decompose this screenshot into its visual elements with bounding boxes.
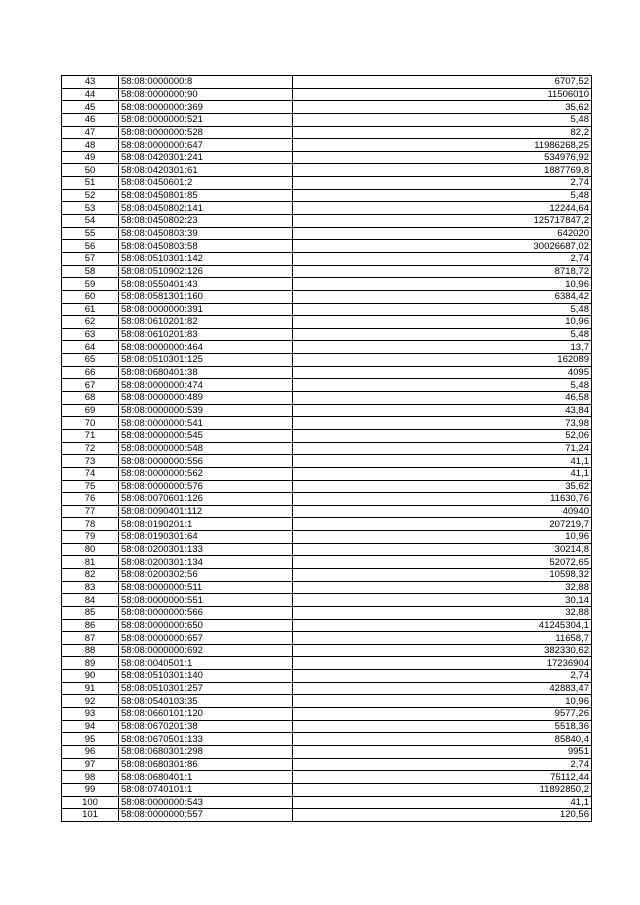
value-cell: 13,7: [293, 341, 592, 354]
value-cell: 382330,62: [293, 644, 592, 657]
table-row: [62, 531, 592, 544]
row-number-cell: 93: [62, 708, 119, 721]
table-row: [62, 404, 592, 417]
cadastral-number-cell: 58:08:0450802:141: [119, 202, 293, 215]
row-number-cell: 101: [62, 809, 119, 822]
cadastral-number-cell: 58:08:0000000:464: [119, 341, 293, 354]
row-number-cell: 51: [62, 177, 119, 190]
cadastral-number-cell: 58:08:0450803:58: [119, 240, 293, 253]
data-table: [61, 75, 592, 822]
row-number-cell: 77: [62, 505, 119, 518]
table-row: [62, 467, 592, 480]
row-number-cell: 63: [62, 328, 119, 341]
cadastral-number-cell: 58:08:0190301:64: [119, 531, 293, 544]
table-row: [62, 543, 592, 556]
cadastral-number-cell: 58:08:0000000:521: [119, 113, 293, 126]
table-row: [62, 113, 592, 126]
table-row: [62, 240, 592, 253]
row-number-cell: 75: [62, 480, 119, 493]
value-cell: 41,1: [293, 455, 592, 468]
value-cell: 5,48: [293, 379, 592, 392]
row-number-cell: 52: [62, 189, 119, 202]
row-number-cell: 62: [62, 316, 119, 329]
row-number-cell: 83: [62, 581, 119, 594]
table-row: [62, 392, 592, 405]
table-row: [62, 252, 592, 265]
cadastral-number-cell: 58:08:0040501:1: [119, 657, 293, 670]
table-row: [62, 745, 592, 758]
cadastral-number-cell: 58:08:0200302:56: [119, 568, 293, 581]
cadastral-number-cell: 58:08:0450802:23: [119, 215, 293, 228]
table-row: [62, 594, 592, 607]
value-cell: 10,96: [293, 316, 592, 329]
row-number-cell: 46: [62, 113, 119, 126]
table-row: [62, 505, 592, 518]
cadastral-number-cell: 58:08:0200301:133: [119, 543, 293, 556]
row-number-cell: 80: [62, 543, 119, 556]
cadastral-number-cell: 58:08:0000000:562: [119, 467, 293, 480]
cadastral-number-cell: 58:08:0000000:539: [119, 404, 293, 417]
value-cell: 11892850,2: [293, 783, 592, 796]
value-cell: 41,1: [293, 796, 592, 809]
table-row: [62, 708, 592, 721]
cadastral-number-cell: 58:08:0000000:391: [119, 303, 293, 316]
row-number-cell: 91: [62, 682, 119, 695]
table-row: [62, 606, 592, 619]
row-number-cell: 64: [62, 341, 119, 354]
value-cell: 5,48: [293, 328, 592, 341]
row-number-cell: 69: [62, 404, 119, 417]
value-cell: 2,74: [293, 177, 592, 190]
table-row: [62, 695, 592, 708]
row-number-cell: 79: [62, 531, 119, 544]
cadastral-number-cell: 58:08:0000000:543: [119, 796, 293, 809]
table-row: [62, 126, 592, 139]
value-cell: 52072,65: [293, 556, 592, 569]
row-number-cell: 66: [62, 366, 119, 379]
table-row: [62, 556, 592, 569]
row-number-cell: 81: [62, 556, 119, 569]
cadastral-number-cell: 58:08:0610201:82: [119, 316, 293, 329]
row-number-cell: 50: [62, 164, 119, 177]
table-row: [62, 429, 592, 442]
table-row: [62, 758, 592, 771]
table-row: [62, 581, 592, 594]
row-number-cell: 73: [62, 455, 119, 468]
cadastral-number-cell: 58:08:0000000:556: [119, 455, 293, 468]
cadastral-number-cell: 58:08:0000000:528: [119, 126, 293, 139]
cadastral-number-cell: 58:08:0000000:90: [119, 88, 293, 101]
value-cell: 11986268,25: [293, 139, 592, 152]
cadastral-number-cell: 58:08:0090401:112: [119, 505, 293, 518]
row-number-cell: 45: [62, 101, 119, 114]
table-row: [62, 796, 592, 809]
table-row: [62, 265, 592, 278]
cadastral-number-cell: 58:08:0610201:83: [119, 328, 293, 341]
value-cell: 40940: [293, 505, 592, 518]
row-number-cell: 53: [62, 202, 119, 215]
value-cell: 6384,42: [293, 290, 592, 303]
cadastral-number-cell: 58:08:0070601:126: [119, 493, 293, 506]
value-cell: 32,88: [293, 606, 592, 619]
row-number-cell: 96: [62, 745, 119, 758]
value-cell: 162089: [293, 354, 592, 367]
value-cell: 73,98: [293, 417, 592, 430]
cadastral-number-cell: 58:08:0000000:489: [119, 392, 293, 405]
row-number-cell: 95: [62, 733, 119, 746]
table-row: [62, 493, 592, 506]
cadastral-number-cell: 58:08:0510301:257: [119, 682, 293, 695]
cadastral-number-cell: 58:08:0000000:647: [119, 139, 293, 152]
table-row: [62, 227, 592, 240]
row-number-cell: 78: [62, 518, 119, 531]
cadastral-number-cell: 58:08:0450601:2: [119, 177, 293, 190]
row-number-cell: 72: [62, 442, 119, 455]
table-row: [62, 442, 592, 455]
table-row: [62, 316, 592, 329]
value-cell: 642020: [293, 227, 592, 240]
cadastral-number-cell: 58:08:0190201:1: [119, 518, 293, 531]
row-number-cell: 61: [62, 303, 119, 316]
value-cell: 35,62: [293, 480, 592, 493]
value-cell: 5,48: [293, 303, 592, 316]
table-row: [62, 771, 592, 784]
value-cell: 8718,72: [293, 265, 592, 278]
row-number-cell: 90: [62, 670, 119, 683]
table-row: [62, 783, 592, 796]
value-cell: 30026687,02: [293, 240, 592, 253]
cadastral-number-cell: 58:08:0581301:160: [119, 290, 293, 303]
value-cell: 42883,47: [293, 682, 592, 695]
cadastral-number-cell: 58:08:0550401:43: [119, 278, 293, 291]
cadastral-number-cell: 58:08:0200301:134: [119, 556, 293, 569]
row-number-cell: 68: [62, 392, 119, 405]
table-row: [62, 341, 592, 354]
value-cell: 4095: [293, 366, 592, 379]
value-cell: 35,62: [293, 101, 592, 114]
row-number-cell: 70: [62, 417, 119, 430]
cadastral-number-cell: 58:08:0540103:35: [119, 695, 293, 708]
cadastral-number-cell: 58:08:0740101:1: [119, 783, 293, 796]
cadastral-number-cell: 58:08:0000000:474: [119, 379, 293, 392]
cadastral-number-cell: 58:08:0000000:576: [119, 480, 293, 493]
cadastral-number-cell: 58:08:0000000:557: [119, 809, 293, 822]
value-cell: 30214,8: [293, 543, 592, 556]
value-cell: 71,24: [293, 442, 592, 455]
value-cell: 41,1: [293, 467, 592, 480]
table-row: [62, 88, 592, 101]
value-cell: 10,96: [293, 695, 592, 708]
value-cell: 125717847,2: [293, 215, 592, 228]
value-cell: 5,48: [293, 189, 592, 202]
value-cell: 2,74: [293, 252, 592, 265]
row-number-cell: 94: [62, 720, 119, 733]
row-number-cell: 76: [62, 493, 119, 506]
row-number-cell: 65: [62, 354, 119, 367]
cadastral-number-cell: 58:08:0000000:650: [119, 619, 293, 632]
cadastral-number-cell: 58:08:0000000:369: [119, 101, 293, 114]
table-row: [62, 417, 592, 430]
cadastral-number-cell: 58:08:0680301:298: [119, 745, 293, 758]
cadastral-number-cell: 58:08:0510301:125: [119, 354, 293, 367]
cadastral-number-cell: 58:08:0510902:126: [119, 265, 293, 278]
table-row: [62, 366, 592, 379]
table-body: [62, 76, 592, 822]
row-number-cell: 82: [62, 568, 119, 581]
table-row: [62, 189, 592, 202]
table-row: [62, 632, 592, 645]
value-cell: 2,74: [293, 758, 592, 771]
value-cell: 11630,76: [293, 493, 592, 506]
table-row: [62, 328, 592, 341]
value-cell: 11506010: [293, 88, 592, 101]
row-number-cell: 98: [62, 771, 119, 784]
table-row: [62, 619, 592, 632]
row-number-cell: 92: [62, 695, 119, 708]
table-row: [62, 657, 592, 670]
row-number-cell: 86: [62, 619, 119, 632]
cadastral-number-cell: 58:08:0680401:38: [119, 366, 293, 379]
row-number-cell: 49: [62, 151, 119, 164]
value-cell: 9577,26: [293, 708, 592, 721]
cadastral-number-cell: 58:08:0000000:8: [119, 76, 293, 89]
table-row: [62, 644, 592, 657]
table-row: [62, 568, 592, 581]
value-cell: 534976,92: [293, 151, 592, 164]
cadastral-number-cell: 58:08:0450801:85: [119, 189, 293, 202]
table-row: [62, 278, 592, 291]
table-row: [62, 720, 592, 733]
table-row: [62, 164, 592, 177]
table-row: [62, 455, 592, 468]
cadastral-number-cell: 58:08:0450803:39: [119, 227, 293, 240]
value-cell: 32,88: [293, 581, 592, 594]
row-number-cell: 88: [62, 644, 119, 657]
row-number-cell: 97: [62, 758, 119, 771]
row-number-cell: 55: [62, 227, 119, 240]
row-number-cell: 100: [62, 796, 119, 809]
value-cell: 207219,7: [293, 518, 592, 531]
value-cell: 12244,64: [293, 202, 592, 215]
value-cell: 82,2: [293, 126, 592, 139]
table-row: [62, 76, 592, 89]
table-row: [62, 290, 592, 303]
value-cell: 41245304,1: [293, 619, 592, 632]
row-number-cell: 87: [62, 632, 119, 645]
cadastral-number-cell: 58:08:0510301:140: [119, 670, 293, 683]
value-cell: 2,74: [293, 670, 592, 683]
cadastral-number-cell: 58:08:0000000:548: [119, 442, 293, 455]
table-row: [62, 151, 592, 164]
cadastral-number-cell: 58:08:0680401:1: [119, 771, 293, 784]
cadastral-number-cell: 58:08:0670201:38: [119, 720, 293, 733]
cadastral-number-cell: 58:08:0000000:511: [119, 581, 293, 594]
value-cell: 5,48: [293, 113, 592, 126]
table-row: [62, 101, 592, 114]
cadastral-number-cell: 58:08:0510301:142: [119, 252, 293, 265]
value-cell: 10598,32: [293, 568, 592, 581]
cadastral-number-cell: 58:08:0670501:133: [119, 733, 293, 746]
value-cell: 75112,44: [293, 771, 592, 784]
value-cell: 11658,7: [293, 632, 592, 645]
table-row: [62, 379, 592, 392]
cadastral-number-cell: 58:08:0660101:120: [119, 708, 293, 721]
table-row: [62, 480, 592, 493]
row-number-cell: 57: [62, 252, 119, 265]
cadastral-number-cell: 58:08:0000000:541: [119, 417, 293, 430]
table-row: [62, 354, 592, 367]
row-number-cell: 74: [62, 467, 119, 480]
cadastral-number-cell: 58:08:0000000:551: [119, 594, 293, 607]
table-row: [62, 177, 592, 190]
row-number-cell: 59: [62, 278, 119, 291]
row-number-cell: 60: [62, 290, 119, 303]
value-cell: 120,56: [293, 809, 592, 822]
value-cell: 52,06: [293, 429, 592, 442]
table-row: [62, 202, 592, 215]
value-cell: 17236904: [293, 657, 592, 670]
value-cell: 6707,52: [293, 76, 592, 89]
cadastral-number-cell: 58:08:0000000:566: [119, 606, 293, 619]
table-row: [62, 733, 592, 746]
value-cell: 10,96: [293, 278, 592, 291]
row-number-cell: 43: [62, 76, 119, 89]
row-number-cell: 99: [62, 783, 119, 796]
table-row: [62, 139, 592, 152]
row-number-cell: 58: [62, 265, 119, 278]
table-row: [62, 809, 592, 822]
cadastral-number-cell: 58:08:0420301:241: [119, 151, 293, 164]
cadastral-number-cell: 58:08:0680301:86: [119, 758, 293, 771]
row-number-cell: 85: [62, 606, 119, 619]
cadastral-number-cell: 58:08:0420301:61: [119, 164, 293, 177]
table-row: [62, 682, 592, 695]
row-number-cell: 71: [62, 429, 119, 442]
cadastral-number-cell: 58:08:0000000:545: [119, 429, 293, 442]
row-number-cell: 67: [62, 379, 119, 392]
cadastral-number-cell: 58:08:0000000:657: [119, 632, 293, 645]
table-row: [62, 670, 592, 683]
row-number-cell: 54: [62, 215, 119, 228]
value-cell: 5518,36: [293, 720, 592, 733]
row-number-cell: 44: [62, 88, 119, 101]
row-number-cell: 48: [62, 139, 119, 152]
value-cell: 1887769,8: [293, 164, 592, 177]
value-cell: 30,14: [293, 594, 592, 607]
table-row: [62, 303, 592, 316]
value-cell: 10,96: [293, 531, 592, 544]
value-cell: 9951: [293, 745, 592, 758]
table-row: [62, 215, 592, 228]
row-number-cell: 89: [62, 657, 119, 670]
row-number-cell: 84: [62, 594, 119, 607]
value-cell: 43,84: [293, 404, 592, 417]
row-number-cell: 56: [62, 240, 119, 253]
row-number-cell: 47: [62, 126, 119, 139]
value-cell: 85840,4: [293, 733, 592, 746]
cadastral-number-cell: 58:08:0000000:692: [119, 644, 293, 657]
table-row: [62, 518, 592, 531]
value-cell: 46,58: [293, 392, 592, 405]
